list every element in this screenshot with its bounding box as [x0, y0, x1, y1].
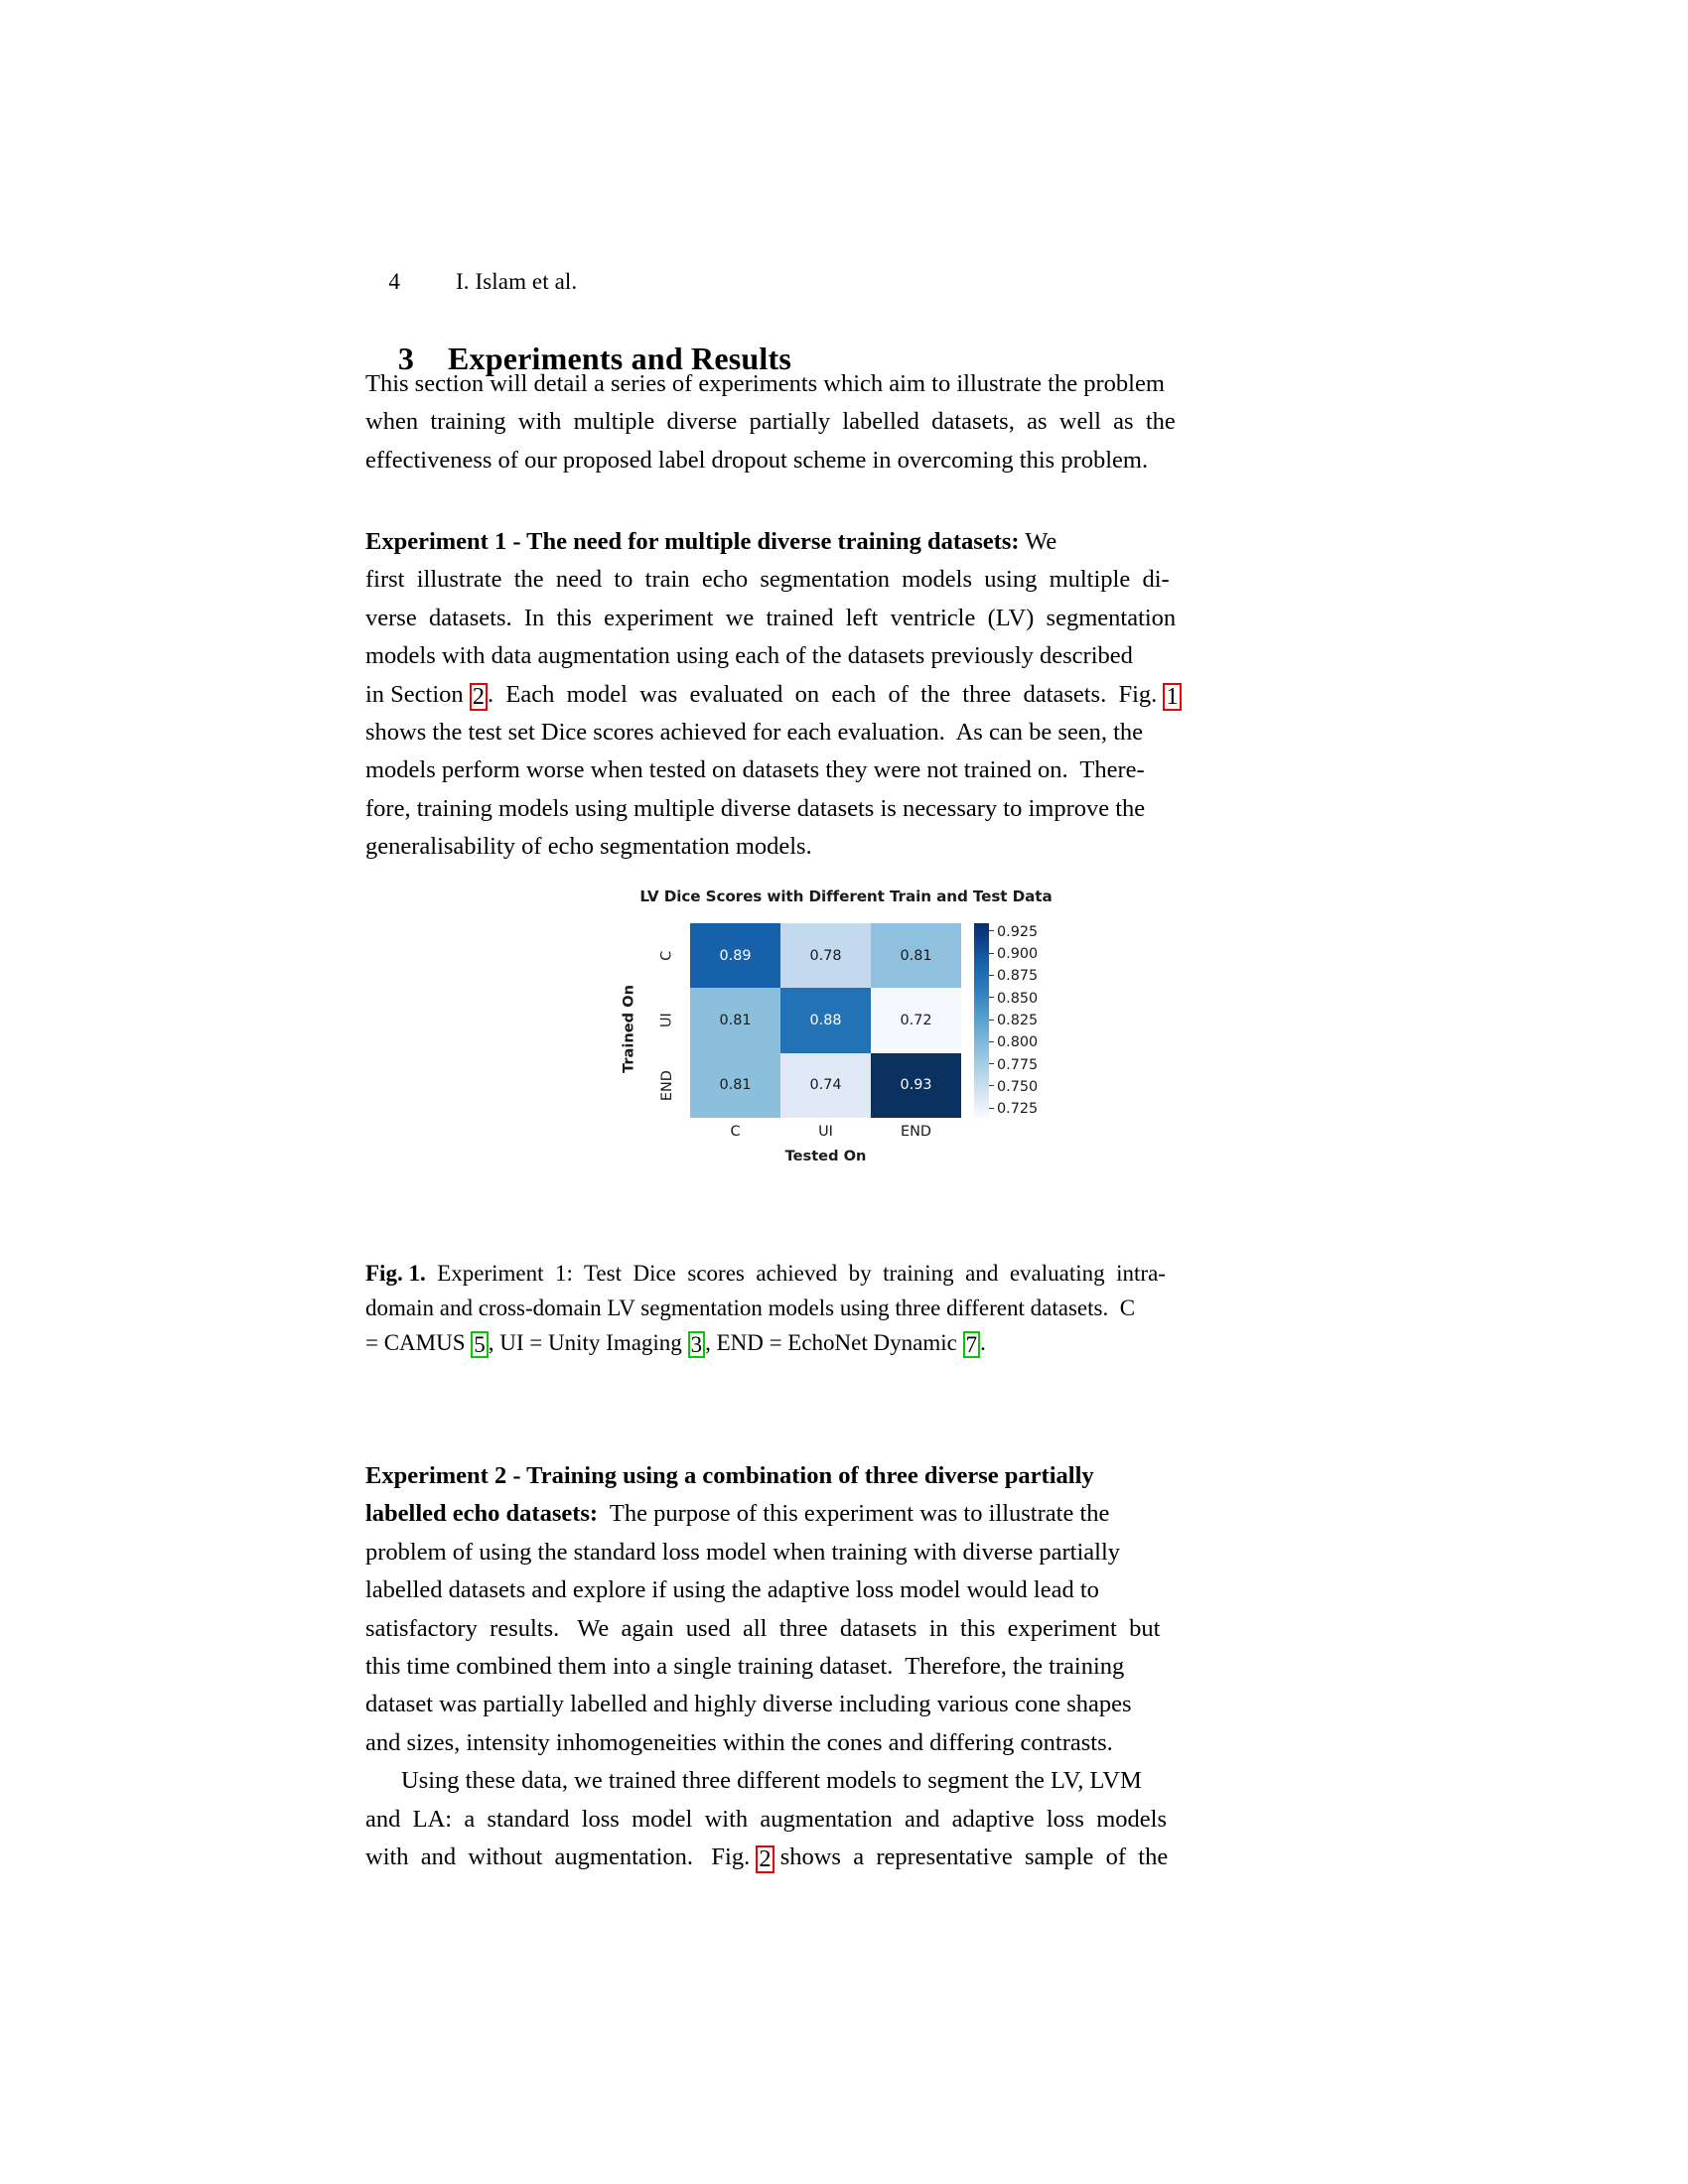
- text-run: .: [980, 1330, 986, 1355]
- text-line: [365, 1762, 1311, 1800]
- colorbar-tick-label: 0.900: [989, 946, 1038, 962]
- colorbar-tick-label: 0.800: [989, 1034, 1038, 1050]
- colorbar-tick-label: 0.725: [989, 1101, 1038, 1117]
- text-line: models perform worse when tested on datasets they were not trained on. There-: [365, 756, 1145, 784]
- heatmap-x-tick: UI: [818, 1124, 833, 1140]
- text-run: , UI = Unity Imaging: [488, 1330, 688, 1355]
- heatmap-cell[interactable]: 0.74: [780, 1053, 871, 1118]
- text-line: fore, training models using multiple diverse datasets is necessary to improve the: [365, 794, 1146, 822]
- text-line: when training with multiple diverse partially labelled datasets, as well as the: [365, 408, 1176, 436]
- heatmap-cell[interactable]: 0.81: [871, 923, 961, 988]
- heatmap-cell[interactable]: 0.89: [690, 923, 780, 988]
- heatmap: [620, 923, 961, 1164]
- text-line: generalisability of echo segmentation models.: [365, 833, 812, 861]
- heatmap-grid: [690, 923, 961, 1118]
- section-reference-link[interactable]: 2: [470, 683, 488, 712]
- heatmap-y-axis-label: Trained On: [620, 985, 637, 1074]
- heatmap-x-tick: END: [901, 1124, 931, 1140]
- heatmap-cell[interactable]: 0.81: [690, 988, 780, 1052]
- text-line: [365, 523, 1311, 561]
- colorbar-tick-label: 0.925: [989, 924, 1038, 940]
- caption-label: Fig. 1.: [365, 1261, 426, 1286]
- text-run: Using these data, we trained three different models to segment the LV, LVM: [401, 1767, 1142, 1795]
- text-line: shows the test set Dice scores achieved for each evaluation. As can be seen, the: [365, 718, 1144, 746]
- text-line: and LA: a standard loss model with augmentation and adaptive loss models: [365, 1805, 1167, 1833]
- text-line: effectiveness of our proposed label dropout scheme in overcoming this problem.: [365, 446, 1149, 474]
- text-line: and sizes, intensity inhomogeneities within the cones and differing contrasts.: [365, 1728, 1113, 1756]
- text-line: verse datasets. In this experiment we trained left ventricle (LV) segmentation: [365, 604, 1177, 631]
- heatmap-x-tick: C: [730, 1124, 741, 1140]
- section-number: 3: [397, 341, 415, 376]
- text-run: in Section: [365, 680, 470, 708]
- text-line: labelled datasets and explore if using the adaptive loss model would lead to: [365, 1576, 1099, 1604]
- section-title: Experiments and Results: [448, 341, 791, 376]
- text-line: this time combined them into a single training dataset. Therefore, the training: [365, 1652, 1125, 1680]
- text-run: The purpose of this experiment was to illustrate the: [598, 1500, 1110, 1528]
- figure-reference-link[interactable]: 1: [1163, 683, 1181, 712]
- citation-link-5[interactable]: 5: [471, 1331, 489, 1358]
- colorbar-ticks: [989, 923, 1068, 1118]
- text-line: satisfactory results. We again used all three datasets in this experiment but: [365, 1614, 1161, 1642]
- heatmap-cell[interactable]: 0.93: [871, 1053, 961, 1118]
- text-line-with-links: [365, 676, 1311, 714]
- page-number: 4: [388, 269, 401, 294]
- colorbar-tick-label: 0.875: [989, 968, 1038, 984]
- colorbar-tick-label: 0.825: [989, 1013, 1038, 1028]
- text-line-with-link: [365, 1839, 1311, 1876]
- text-line: [365, 1457, 1311, 1495]
- citation-link-7[interactable]: 7: [963, 1331, 981, 1358]
- experiment-2-paragraph: [365, 1457, 1311, 1876]
- text-line: problem of using the standard loss model when training with diverse partially: [365, 1538, 1121, 1566]
- text-line: This section will detail a series of experiments which aim to illustrate the problem: [365, 370, 1165, 397]
- text-line-with-citations: [365, 1325, 1311, 1360]
- colorbar-tick-label: 0.850: [989, 991, 1038, 1007]
- text-line: dataset was partially labelled and highly diverse including various cone shapes: [365, 1691, 1132, 1718]
- heatmap-x-axis-label: Tested On: [784, 1148, 867, 1164]
- text-line: first illustrate the need to train echo segmentation models using multiple di-: [365, 566, 1170, 594]
- figure-1-caption: [365, 1256, 1311, 1360]
- text-line: [365, 1495, 1311, 1533]
- colorbar-tick-label: 0.775: [989, 1057, 1038, 1073]
- colorbar-tick-label: 0.750: [989, 1079, 1038, 1095]
- running-head-authors: I. Islam et al.: [456, 269, 578, 294]
- text-line: domain and cross-domain LV segmentation models using three different datasets. C: [365, 1296, 1136, 1320]
- heatmap-y-tick: C: [658, 950, 675, 961]
- text-run: . Each model was evaluated on each of the three datasets. Fig.: [488, 680, 1164, 708]
- experiment-1-paragraph: [365, 523, 1311, 867]
- colorbar: [974, 923, 1039, 1118]
- text-run: shows a representative sample of the: [774, 1843, 1169, 1870]
- text-run: = CAMUS: [365, 1330, 472, 1355]
- intro-paragraph: [365, 365, 1311, 479]
- experiment-2-heading-line1: Experiment 2 - Training using a combination of three diverse partially: [365, 1462, 1094, 1489]
- experiment-1-heading: Experiment 1 - The need for multiple diverse training datasets:: [365, 528, 1020, 555]
- text-run: , END = EchoNet Dynamic: [705, 1330, 963, 1355]
- text-run: Experiment 1: Test Dice scores achieved by training and evaluating intra-: [425, 1261, 1166, 1286]
- heatmap-y-tick: UI: [658, 1013, 675, 1028]
- heatmap-cell[interactable]: 0.81: [690, 1053, 780, 1118]
- chart-title: LV Dice Scores with Different Train and Test Data: [639, 887, 1053, 905]
- text-run: with and without augmentation. Fig.: [365, 1843, 757, 1870]
- heatmap-cell[interactable]: 0.78: [780, 923, 871, 988]
- figure-reference-link-2[interactable]: 2: [756, 1845, 774, 1874]
- text-line: models with data augmentation using each of the datasets previously described: [365, 642, 1133, 670]
- experiment-2-heading-line2: labelled echo datasets:: [365, 1500, 599, 1528]
- colorbar-gradient: [974, 923, 989, 1118]
- heatmap-y-tick: END: [658, 1069, 675, 1101]
- figure-1: [615, 862, 1077, 1231]
- text-run: We: [1019, 528, 1057, 555]
- heatmap-cell[interactable]: 0.88: [780, 988, 871, 1052]
- citation-link-3[interactable]: 3: [688, 1331, 706, 1358]
- text-line: [365, 1256, 1311, 1291]
- heatmap-cell[interactable]: 0.72: [871, 988, 961, 1052]
